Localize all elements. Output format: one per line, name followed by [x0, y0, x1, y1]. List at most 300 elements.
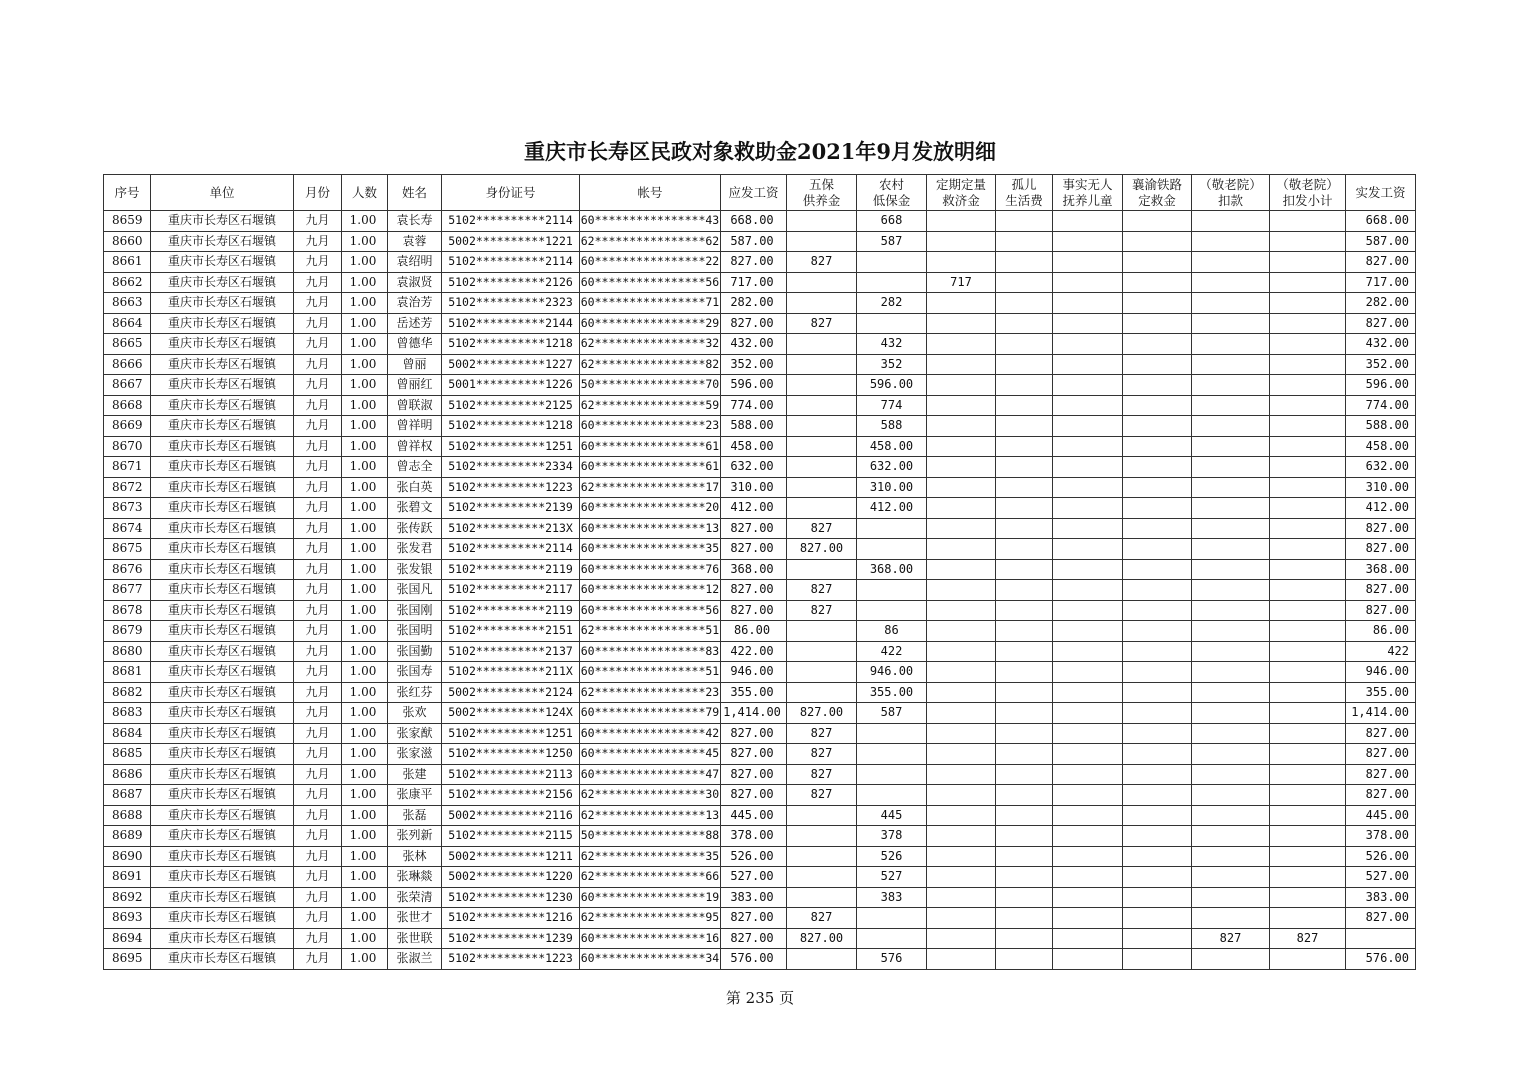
cell-col-seq: 8683: [104, 703, 151, 724]
cell-col-xiangyu-railway: [1123, 334, 1192, 355]
cell-col-name: 袁绍明: [388, 252, 442, 273]
cell-col-rural-dibao: 432: [857, 334, 927, 355]
cell-col-unit: 重庆市长寿区石堰镇: [151, 928, 294, 949]
cell-col-month: 九月: [294, 887, 342, 908]
cell-col-month: 九月: [294, 313, 342, 334]
cell-col-regular-relief: [927, 621, 996, 642]
header-col-id-number: 身份证号: [442, 175, 580, 211]
table-row: [104, 744, 1416, 765]
cell-col-actual-paid: 827.00: [1346, 744, 1416, 765]
cell-col-name: 张发银: [388, 559, 442, 580]
cell-col-account: 60****************45: [580, 744, 721, 765]
cell-col-actual-paid: 596.00: [1346, 375, 1416, 396]
cell-col-regular-relief: [927, 723, 996, 744]
table-row: [104, 334, 1416, 355]
cell-col-payable: 827.00: [721, 723, 787, 744]
cell-col-unattended-child: [1053, 231, 1123, 252]
header-col-orphan-allowance: 孤儿 生活费: [996, 175, 1053, 211]
cell-col-regular-relief: [927, 293, 996, 314]
cell-col-unattended-child: [1053, 272, 1123, 293]
cell-col-xiangyu-railway: [1123, 395, 1192, 416]
cell-col-unit: 重庆市长寿区石堰镇: [151, 252, 294, 273]
header-col-actual-paid: 实发工资: [1346, 175, 1416, 211]
cell-col-rural-dibao: 458.00: [857, 436, 927, 457]
cell-col-nursing-withheld-subtotal: [1270, 744, 1346, 765]
cell-col-unit: 重庆市长寿区石堰镇: [151, 580, 294, 601]
cell-col-nursing-deduction: [1192, 252, 1270, 273]
cell-col-nursing-deduction: [1192, 764, 1270, 785]
cell-col-regular-relief: [927, 559, 996, 580]
cell-col-wubao-support: [787, 416, 857, 437]
cell-col-unit: 重庆市长寿区石堰镇: [151, 457, 294, 478]
cell-col-id-number: 5002**********1221: [442, 231, 580, 252]
cell-col-nursing-deduction: [1192, 518, 1270, 539]
cell-col-id-number: 5102**********2156: [442, 785, 580, 806]
cell-col-unattended-child: [1053, 785, 1123, 806]
cell-col-account: 62****************35: [580, 846, 721, 867]
cell-col-xiangyu-railway: [1123, 416, 1192, 437]
cell-col-name: 张家滋: [388, 744, 442, 765]
cell-col-account: 62****************17: [580, 477, 721, 498]
cell-col-unit: 重庆市长寿区石堰镇: [151, 846, 294, 867]
cell-col-id-number: 5002**********124X: [442, 703, 580, 724]
cell-col-orphan-allowance: [996, 703, 1053, 724]
cell-col-name: 曾德华: [388, 334, 442, 355]
cell-col-nursing-withheld-subtotal: [1270, 723, 1346, 744]
cell-col-unattended-child: [1053, 703, 1123, 724]
cell-col-payable: 946.00: [721, 662, 787, 683]
cell-col-account: 60****************71: [580, 293, 721, 314]
cell-col-headcount: 1.00: [342, 641, 388, 662]
cell-col-seq: 8691: [104, 867, 151, 888]
header-col-unit: 单位: [151, 175, 294, 211]
cell-col-month: 九月: [294, 416, 342, 437]
cell-col-unit: 重庆市长寿区石堰镇: [151, 272, 294, 293]
cell-col-nursing-deduction: [1192, 580, 1270, 601]
cell-col-id-number: 5102**********2114: [442, 252, 580, 273]
cell-col-actual-paid: 282.00: [1346, 293, 1416, 314]
cell-col-nursing-deduction: [1192, 826, 1270, 847]
cell-col-xiangyu-railway: [1123, 764, 1192, 785]
cell-col-wubao-support: 827: [787, 723, 857, 744]
cell-col-nursing-deduction: [1192, 723, 1270, 744]
cell-col-xiangyu-railway: [1123, 477, 1192, 498]
cell-col-actual-paid: 827.00: [1346, 313, 1416, 334]
cell-col-name: 张欢: [388, 703, 442, 724]
cell-col-unattended-child: [1053, 498, 1123, 519]
cell-col-seq: 8679: [104, 621, 151, 642]
cell-col-month: 九月: [294, 231, 342, 252]
cell-col-name: 张世才: [388, 908, 442, 929]
cell-col-payable: 432.00: [721, 334, 787, 355]
cell-col-unit: 重庆市长寿区石堰镇: [151, 867, 294, 888]
cell-col-nursing-withheld-subtotal: [1270, 313, 1346, 334]
cell-col-id-number: 5102**********1251: [442, 436, 580, 457]
cell-col-month: 九月: [294, 498, 342, 519]
cell-col-unattended-child: [1053, 518, 1123, 539]
cell-col-rural-dibao: 587: [857, 703, 927, 724]
cell-col-account: 62****************62: [580, 231, 721, 252]
cell-col-id-number: 5102**********2323: [442, 293, 580, 314]
cell-col-actual-paid: 827.00: [1346, 600, 1416, 621]
cell-col-account: 60****************34: [580, 949, 721, 970]
cell-col-nursing-withheld-subtotal: [1270, 477, 1346, 498]
cell-col-regular-relief: [927, 334, 996, 355]
cell-col-unattended-child: [1053, 744, 1123, 765]
cell-col-account: 60****************23: [580, 416, 721, 437]
cell-col-account: 60****************47: [580, 764, 721, 785]
cell-col-xiangyu-railway: [1123, 293, 1192, 314]
cell-col-account: 62****************23: [580, 682, 721, 703]
cell-col-regular-relief: [927, 395, 996, 416]
header-col-nursing-withheld-subtotal: （敬老院） 扣发小计: [1270, 175, 1346, 211]
cell-col-xiangyu-railway: [1123, 457, 1192, 478]
cell-col-headcount: 1.00: [342, 826, 388, 847]
cell-col-regular-relief: [927, 867, 996, 888]
table-row: [104, 826, 1416, 847]
cell-col-regular-relief: [927, 764, 996, 785]
cell-col-unattended-child: [1053, 949, 1123, 970]
cell-col-unit: 重庆市长寿区石堰镇: [151, 723, 294, 744]
cell-col-regular-relief: [927, 662, 996, 683]
relief-fund-table: [103, 174, 1416, 970]
cell-col-unattended-child: [1053, 764, 1123, 785]
cell-col-name: 张世联: [388, 928, 442, 949]
cell-col-nursing-withheld-subtotal: [1270, 416, 1346, 437]
cell-col-headcount: 1.00: [342, 928, 388, 949]
cell-col-orphan-allowance: [996, 949, 1053, 970]
cell-col-actual-paid: 412.00: [1346, 498, 1416, 519]
table-row: [104, 600, 1416, 621]
cell-col-xiangyu-railway: [1123, 908, 1192, 929]
cell-col-wubao-support: [787, 498, 857, 519]
cell-col-nursing-deduction: [1192, 375, 1270, 396]
cell-col-xiangyu-railway: [1123, 826, 1192, 847]
cell-col-nursing-deduction: [1192, 539, 1270, 560]
cell-col-headcount: 1.00: [342, 211, 388, 232]
cell-col-wubao-support: 827: [787, 313, 857, 334]
cell-col-orphan-allowance: [996, 621, 1053, 642]
cell-col-account: 62****************66: [580, 867, 721, 888]
cell-col-regular-relief: [927, 805, 996, 826]
cell-col-rural-dibao: [857, 785, 927, 806]
cell-col-nursing-withheld-subtotal: [1270, 600, 1346, 621]
cell-col-id-number: 5102**********2114: [442, 539, 580, 560]
cell-col-wubao-support: [787, 641, 857, 662]
cell-col-seq: 8661: [104, 252, 151, 273]
cell-col-rural-dibao: 946.00: [857, 662, 927, 683]
cell-col-headcount: 1.00: [342, 477, 388, 498]
cell-col-nursing-withheld-subtotal: [1270, 785, 1346, 806]
cell-col-nursing-deduction: [1192, 477, 1270, 498]
cell-col-xiangyu-railway: [1123, 539, 1192, 560]
table-row: [104, 887, 1416, 908]
cell-col-seq: 8665: [104, 334, 151, 355]
cell-col-rural-dibao: 422: [857, 641, 927, 662]
cell-col-id-number: 5102**********1230: [442, 887, 580, 908]
cell-col-xiangyu-railway: [1123, 498, 1192, 519]
cell-col-wubao-support: [787, 211, 857, 232]
cell-col-unit: 重庆市长寿区石堰镇: [151, 703, 294, 724]
cell-col-orphan-allowance: [996, 211, 1053, 232]
header-col-month: 月份: [294, 175, 342, 211]
cell-col-orphan-allowance: [996, 928, 1053, 949]
cell-col-nursing-withheld-subtotal: [1270, 703, 1346, 724]
cell-col-seq: 8670: [104, 436, 151, 457]
table-header: [104, 175, 1416, 211]
cell-col-headcount: 1.00: [342, 744, 388, 765]
cell-col-regular-relief: [927, 477, 996, 498]
cell-col-payable: 827.00: [721, 744, 787, 765]
cell-col-orphan-allowance: [996, 559, 1053, 580]
cell-col-unit: 重庆市长寿区石堰镇: [151, 293, 294, 314]
cell-col-account: 60****************12: [580, 580, 721, 601]
cell-col-seq: 8681: [104, 662, 151, 683]
cell-col-id-number: 5102**********1218: [442, 334, 580, 355]
cell-col-unattended-child: [1053, 846, 1123, 867]
cell-col-orphan-allowance: [996, 785, 1053, 806]
cell-col-id-number: 5102**********1223: [442, 477, 580, 498]
table-row: [104, 231, 1416, 252]
cell-col-regular-relief: [927, 416, 996, 437]
cell-col-headcount: 1.00: [342, 559, 388, 580]
table-row: [104, 682, 1416, 703]
cell-col-name: 曾丽红: [388, 375, 442, 396]
cell-col-actual-paid: 576.00: [1346, 949, 1416, 970]
cell-col-nursing-deduction: [1192, 416, 1270, 437]
cell-col-payable: 596.00: [721, 375, 787, 396]
cell-col-unit: 重庆市长寿区石堰镇: [151, 518, 294, 539]
cell-col-unattended-child: [1053, 928, 1123, 949]
cell-col-unit: 重庆市长寿区石堰镇: [151, 908, 294, 929]
cell-col-actual-paid: 445.00: [1346, 805, 1416, 826]
cell-col-regular-relief: [927, 949, 996, 970]
cell-col-nursing-deduction: [1192, 641, 1270, 662]
table-row: [104, 908, 1416, 929]
cell-col-name: 张碧文: [388, 498, 442, 519]
cell-col-xiangyu-railway: [1123, 354, 1192, 375]
cell-col-id-number: 5102**********2139: [442, 498, 580, 519]
cell-col-nursing-withheld-subtotal: [1270, 908, 1346, 929]
cell-col-orphan-allowance: [996, 395, 1053, 416]
cell-col-payable: 282.00: [721, 293, 787, 314]
cell-col-unit: 重庆市长寿区石堰镇: [151, 559, 294, 580]
cell-col-month: 九月: [294, 518, 342, 539]
cell-col-month: 九月: [294, 436, 342, 457]
table-row: [104, 539, 1416, 560]
cell-col-account: 60****************42: [580, 723, 721, 744]
cell-col-name: 岳述芳: [388, 313, 442, 334]
cell-col-orphan-allowance: [996, 313, 1053, 334]
cell-col-unit: 重庆市长寿区石堰镇: [151, 682, 294, 703]
cell-col-regular-relief: [927, 211, 996, 232]
cell-col-headcount: 1.00: [342, 867, 388, 888]
cell-col-wubao-support: 827: [787, 764, 857, 785]
cell-col-xiangyu-railway: [1123, 805, 1192, 826]
cell-col-xiangyu-railway: [1123, 867, 1192, 888]
cell-col-seq: 8674: [104, 518, 151, 539]
cell-col-headcount: 1.00: [342, 764, 388, 785]
cell-col-seq: 8667: [104, 375, 151, 396]
cell-col-id-number: 5102**********2119: [442, 600, 580, 621]
cell-col-unit: 重庆市长寿区石堰镇: [151, 539, 294, 560]
cell-col-payable: 526.00: [721, 846, 787, 867]
cell-col-nursing-withheld-subtotal: [1270, 867, 1346, 888]
cell-col-xiangyu-railway: [1123, 252, 1192, 273]
cell-col-month: 九月: [294, 477, 342, 498]
table-row: [104, 436, 1416, 457]
cell-col-actual-paid: 827.00: [1346, 908, 1416, 929]
cell-col-headcount: 1.00: [342, 662, 388, 683]
cell-col-month: 九月: [294, 559, 342, 580]
table-row: [104, 641, 1416, 662]
cell-col-month: 九月: [294, 949, 342, 970]
cell-col-unit: 重庆市长寿区石堰镇: [151, 764, 294, 785]
cell-col-wubao-support: [787, 867, 857, 888]
cell-col-xiangyu-railway: [1123, 272, 1192, 293]
cell-col-nursing-withheld-subtotal: [1270, 805, 1346, 826]
cell-col-actual-paid: 827.00: [1346, 785, 1416, 806]
cell-col-seq: 8662: [104, 272, 151, 293]
cell-col-unit: 重庆市长寿区石堰镇: [151, 211, 294, 232]
table-row: [104, 867, 1416, 888]
cell-col-month: 九月: [294, 211, 342, 232]
cell-col-regular-relief: [927, 928, 996, 949]
cell-col-rural-dibao: [857, 764, 927, 785]
cell-col-rural-dibao: 445: [857, 805, 927, 826]
cell-col-payable: 827.00: [721, 908, 787, 929]
cell-col-actual-paid: 352.00: [1346, 354, 1416, 375]
cell-col-actual-paid: 946.00: [1346, 662, 1416, 683]
cell-col-wubao-support: [787, 682, 857, 703]
cell-col-account: 62****************51: [580, 621, 721, 642]
cell-col-name: 袁蓉: [388, 231, 442, 252]
cell-col-wubao-support: 827: [787, 580, 857, 601]
cell-col-actual-paid: 827.00: [1346, 723, 1416, 744]
cell-col-nursing-withheld-subtotal: [1270, 662, 1346, 683]
cell-col-account: 60****************20: [580, 498, 721, 519]
cell-col-nursing-deduction: [1192, 457, 1270, 478]
cell-col-xiangyu-railway: [1123, 723, 1192, 744]
cell-col-nursing-deduction: [1192, 785, 1270, 806]
cell-col-nursing-deduction: [1192, 805, 1270, 826]
cell-col-headcount: 1.00: [342, 621, 388, 642]
cell-col-seq: 8678: [104, 600, 151, 621]
cell-col-regular-relief: [927, 518, 996, 539]
cell-col-unit: 重庆市长寿区石堰镇: [151, 805, 294, 826]
cell-col-account: 62****************82: [580, 354, 721, 375]
cell-col-account: 60****************13: [580, 518, 721, 539]
cell-col-unattended-child: [1053, 457, 1123, 478]
cell-col-rural-dibao: [857, 518, 927, 539]
cell-col-headcount: 1.00: [342, 313, 388, 334]
cell-col-unit: 重庆市长寿区石堰镇: [151, 949, 294, 970]
cell-col-nursing-deduction: [1192, 334, 1270, 355]
cell-col-orphan-allowance: [996, 662, 1053, 683]
cell-col-name: 张红芬: [388, 682, 442, 703]
cell-col-wubao-support: [787, 805, 857, 826]
cell-col-month: 九月: [294, 703, 342, 724]
cell-col-name: 袁治芳: [388, 293, 442, 314]
cell-col-headcount: 1.00: [342, 805, 388, 826]
cell-col-unit: 重庆市长寿区石堰镇: [151, 354, 294, 375]
cell-col-name: 张康平: [388, 785, 442, 806]
cell-col-orphan-allowance: [996, 272, 1053, 293]
cell-col-nursing-withheld-subtotal: [1270, 457, 1346, 478]
header-col-unattended-child: 事实无人 抚养儿童: [1053, 175, 1123, 211]
table-row: [104, 354, 1416, 375]
cell-col-name: 张磊: [388, 805, 442, 826]
cell-col-account: 60****************61: [580, 457, 721, 478]
cell-col-wubao-support: [787, 846, 857, 867]
cell-col-unattended-child: [1053, 805, 1123, 826]
cell-col-month: 九月: [294, 744, 342, 765]
cell-col-account: 50****************70: [580, 375, 721, 396]
cell-col-nursing-withheld-subtotal: [1270, 395, 1346, 416]
cell-col-xiangyu-railway: [1123, 621, 1192, 642]
cell-col-actual-paid: 458.00: [1346, 436, 1416, 457]
cell-col-headcount: 1.00: [342, 375, 388, 396]
cell-col-regular-relief: [927, 744, 996, 765]
cell-col-actual-paid: 632.00: [1346, 457, 1416, 478]
cell-col-rural-dibao: 596.00: [857, 375, 927, 396]
cell-col-payable: 355.00: [721, 682, 787, 703]
cell-col-seq: 8663: [104, 293, 151, 314]
cell-col-payable: 1,414.00: [721, 703, 787, 724]
cell-col-unattended-child: [1053, 375, 1123, 396]
cell-col-nursing-withheld-subtotal: [1270, 764, 1346, 785]
cell-col-rural-dibao: 587: [857, 231, 927, 252]
cell-col-actual-paid: 774.00: [1346, 395, 1416, 416]
cell-col-regular-relief: [927, 231, 996, 252]
cell-col-name: 张琳燚: [388, 867, 442, 888]
cell-col-wubao-support: 827: [787, 600, 857, 621]
cell-col-headcount: 1.00: [342, 457, 388, 478]
cell-col-id-number: 5102**********2334: [442, 457, 580, 478]
cell-col-account: 60****************16: [580, 928, 721, 949]
cell-col-nursing-deduction: [1192, 395, 1270, 416]
table-row: [104, 949, 1416, 970]
cell-col-rural-dibao: 774: [857, 395, 927, 416]
cell-col-account: 62****************32: [580, 334, 721, 355]
cell-col-payable: 422.00: [721, 641, 787, 662]
cell-col-wubao-support: 827.00: [787, 703, 857, 724]
cell-col-nursing-deduction: [1192, 682, 1270, 703]
cell-col-seq: 8675: [104, 539, 151, 560]
table-row: [104, 723, 1416, 744]
cell-col-wubao-support: 827: [787, 908, 857, 929]
cell-col-unit: 重庆市长寿区石堰镇: [151, 436, 294, 457]
cell-col-unattended-child: [1053, 252, 1123, 273]
cell-col-actual-paid: 668.00: [1346, 211, 1416, 232]
cell-col-id-number: 5102**********2144: [442, 313, 580, 334]
cell-col-wubao-support: [787, 887, 857, 908]
cell-col-headcount: 1.00: [342, 682, 388, 703]
header-col-name: 姓名: [388, 175, 442, 211]
cell-col-rural-dibao: [857, 580, 927, 601]
cell-col-orphan-allowance: [996, 846, 1053, 867]
table-row: [104, 457, 1416, 478]
cell-col-payable: 827.00: [721, 518, 787, 539]
table-row: [104, 395, 1416, 416]
cell-col-xiangyu-railway: [1123, 682, 1192, 703]
cell-col-wubao-support: [787, 436, 857, 457]
cell-col-payable: 412.00: [721, 498, 787, 519]
cell-col-seq: 8664: [104, 313, 151, 334]
cell-col-unattended-child: [1053, 887, 1123, 908]
cell-col-id-number: 5102**********2151: [442, 621, 580, 642]
table-row: [104, 416, 1416, 437]
